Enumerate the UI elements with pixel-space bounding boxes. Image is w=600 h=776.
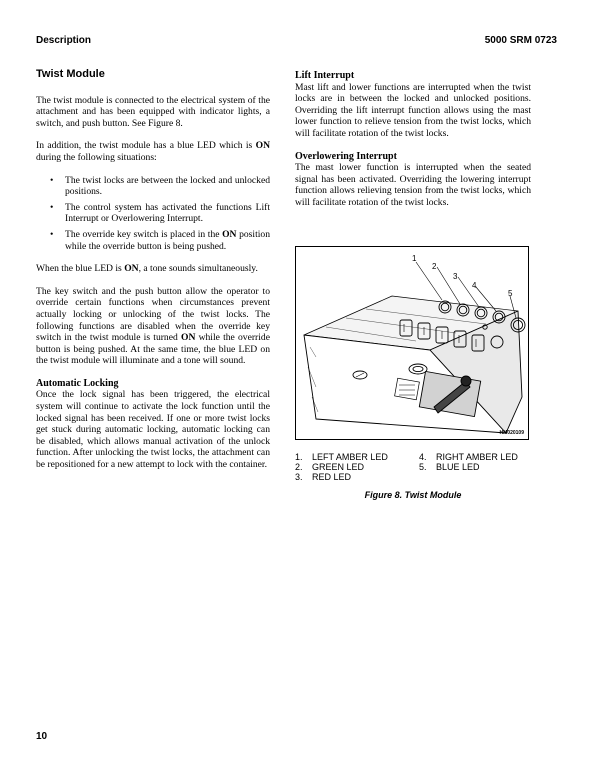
legend-label: RIGHT AMBER LED bbox=[436, 452, 518, 462]
section-title: Twist Module bbox=[36, 68, 105, 80]
legend-number: 1. bbox=[295, 452, 303, 462]
paragraph-automatic-locking: Once the lock signal has been triggered, the electrical system will continue to activate the lock function until the locked signal has been received. If one or more twist locks get stuck during automatic locking, automatic locking can be disabled, which allows manual activation of the unlock function. After unlocking the twist locks, the attachment can be repositioned for a new attempt to lock with the container. bbox=[36, 389, 270, 471]
text-run-bold: ON bbox=[255, 140, 270, 152]
legend-item bbox=[419, 462, 518, 472]
callout-label: 1 bbox=[412, 254, 417, 263]
legend-number: 2. bbox=[295, 462, 303, 472]
legend-number: 5. bbox=[419, 462, 427, 472]
legend-column bbox=[419, 452, 518, 472]
page-number: 10 bbox=[36, 731, 48, 742]
text-run: When the blue LED is bbox=[36, 263, 125, 275]
paragraph-intro: The twist module is connected to the electrical system of the attachment and has been equipped with indicator lights, a switch, and push button. See Figure 8. bbox=[36, 94, 270, 129]
text-run-bold: ON bbox=[124, 263, 139, 275]
list-item bbox=[36, 229, 270, 252]
twist-module-illustration bbox=[296, 247, 528, 439]
list-item bbox=[36, 175, 270, 198]
text-run: In addition, the twist module has a blue LED which is bbox=[36, 140, 256, 152]
text-run: The key switch and the push button allow the operator to override certain functions when circumstances prevent actually locking or unlocking of the twist locks. The following functions are disabled when the override key switch in the twist module is turned bbox=[36, 285, 270, 344]
subsection-title-automatic-locking: Automatic Locking bbox=[36, 377, 119, 389]
left-column bbox=[36, 69, 270, 471]
legend-item bbox=[295, 452, 388, 462]
callout-label: 5 bbox=[508, 289, 513, 298]
legend-number: 4. bbox=[419, 452, 427, 462]
paragraph-lift-interrupt: Mast lift and lower functions are interrupted when the twist locks are in between the locked and unlocked positions. Overriding the lift interrupt function allows using the mast lower function to relieve tension from the twist locks, which will facilitate rotation of the twist locks. bbox=[295, 81, 531, 139]
paragraph-blue-led bbox=[36, 140, 270, 163]
list-item-text: The override key switch is placed in the bbox=[65, 228, 223, 240]
text-run-bold: ON bbox=[180, 332, 196, 344]
running-header-doc-number: 5000 SRM 0723 bbox=[484, 35, 557, 46]
running-header-title: Description bbox=[36, 35, 92, 46]
twist-module-figure bbox=[295, 246, 529, 440]
text-run: during the following situations: bbox=[36, 151, 157, 163]
subsection-title-lift-interrupt: Lift Interrupt bbox=[295, 70, 355, 81]
legend-item bbox=[419, 452, 518, 462]
situation-list bbox=[36, 175, 270, 253]
legend-column bbox=[295, 452, 388, 482]
text-run: , a tone sounds simultaneously. bbox=[138, 263, 258, 275]
callout-label: 4 bbox=[472, 281, 477, 290]
legend-label: BLUE LED bbox=[436, 462, 480, 472]
text-run: while the override button is being pushed. At the same time, the blue LED on the twist module will illuminate and a tone will sound. bbox=[36, 332, 270, 367]
right-column bbox=[295, 70, 531, 209]
bullet-mark: • bbox=[50, 174, 54, 186]
paragraph-overlowering-interrupt: The mast lower function is interrupted when the seated signal has been activated. Overriding the lowering interrupt function allows relieving tension from the twist locks, which will facilitate rotation of the twist locks. bbox=[295, 162, 531, 208]
legend-item bbox=[295, 462, 388, 472]
paragraph-tone bbox=[36, 263, 270, 275]
list-item-text: position while the override button is being pushed. bbox=[65, 228, 270, 252]
bullet-mark: • bbox=[50, 201, 54, 213]
legend-item bbox=[295, 472, 388, 482]
bullet-mark: • bbox=[50, 228, 54, 240]
figure-id: HM020109 bbox=[499, 430, 524, 436]
figure-caption: Figure 8. Twist Module bbox=[364, 490, 462, 500]
list-item-text: The control system has activated the functions Lift Interrupt or Overlowering Interrupt. bbox=[65, 201, 270, 225]
paragraph-override bbox=[36, 286, 270, 367]
callout-label: 3 bbox=[453, 272, 458, 281]
legend-label: GREEN LED bbox=[312, 462, 365, 472]
callout-label: 2 bbox=[432, 262, 437, 271]
list-item-text-bold: ON bbox=[222, 228, 237, 240]
list-item bbox=[36, 202, 270, 225]
legend-label: LEFT AMBER LED bbox=[312, 452, 388, 462]
subsection-title-overlowering-interrupt: Overlowering Interrupt bbox=[295, 150, 397, 162]
legend-label: RED LED bbox=[312, 472, 352, 482]
legend-number: 3. bbox=[295, 472, 303, 482]
list-item-text: The twist locks are between the locked and unlocked positions. bbox=[65, 174, 270, 198]
